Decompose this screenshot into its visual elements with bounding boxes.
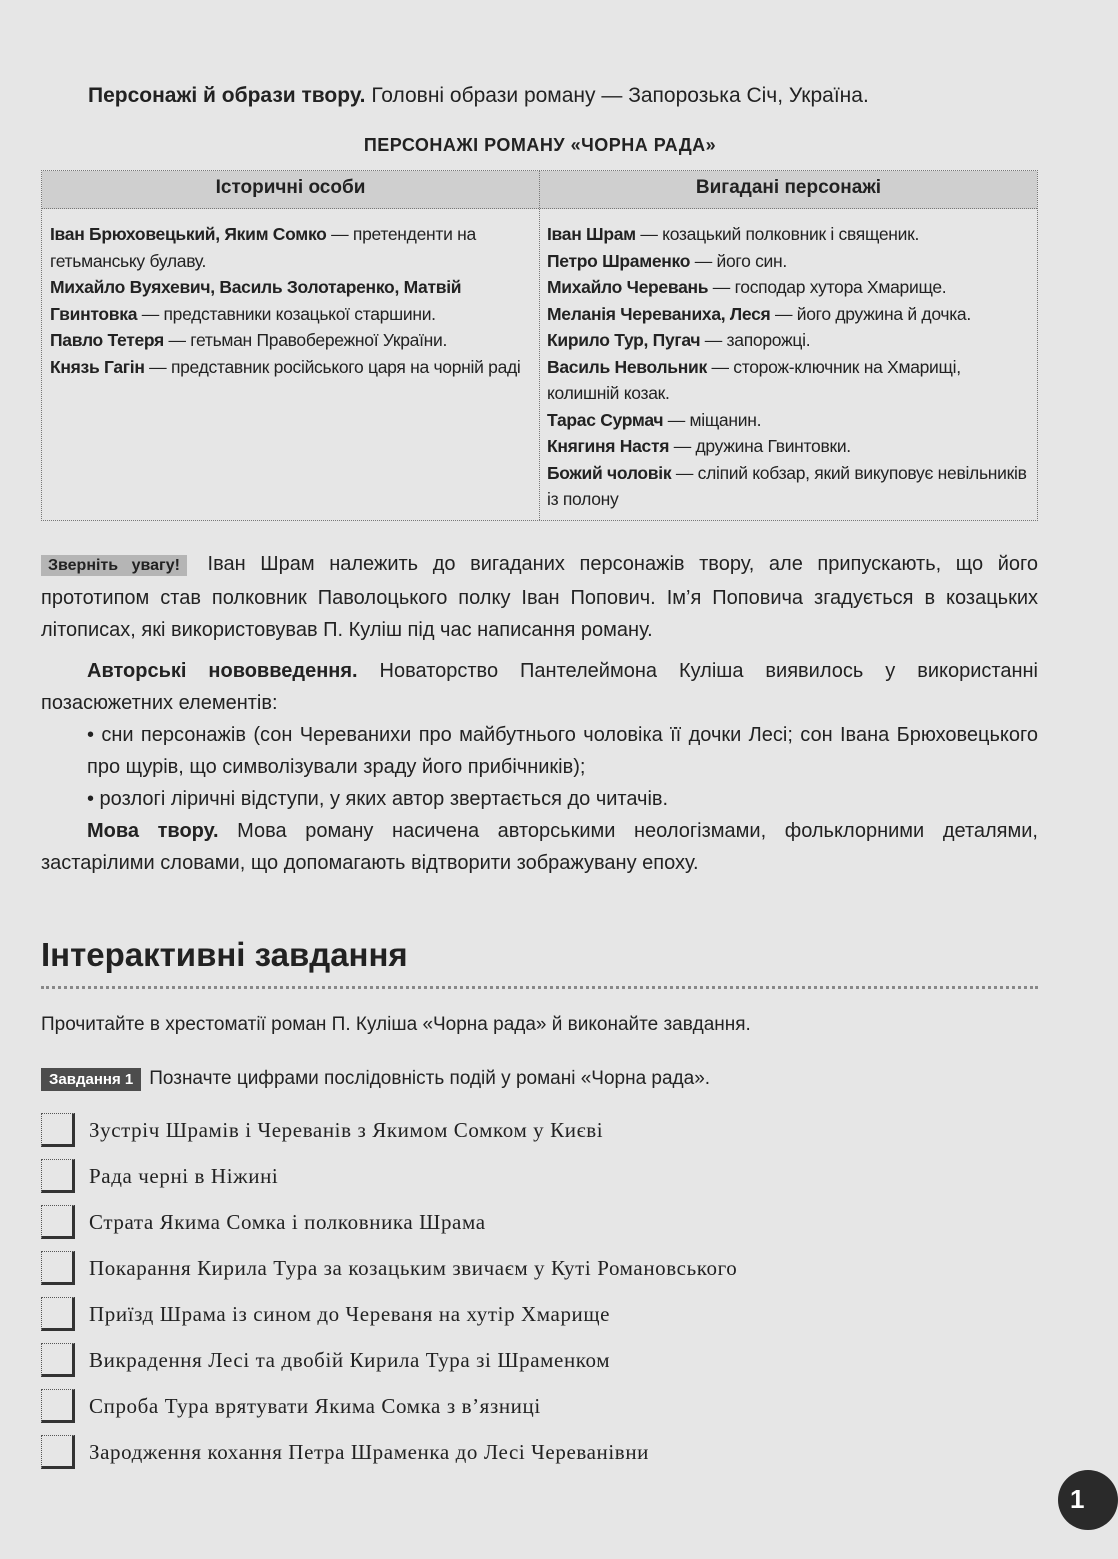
order-input-box[interactable] (41, 1435, 75, 1469)
section-title: Інтерактивні завдання (41, 936, 408, 973)
table-entry (547, 221, 1031, 248)
attention-badge: Зверніть увагу! (41, 555, 187, 576)
order-input-box[interactable] (41, 1389, 75, 1423)
language-paragraph (41, 815, 1038, 879)
character-name: Павло Тетеря (50, 330, 164, 350)
table-entry (547, 327, 1031, 354)
sequence-item-text: Покарання Кирила Тура за козацьким звичаєм у Куті Романовського (89, 1256, 738, 1280)
order-input-box[interactable] (41, 1297, 75, 1331)
page-number: 1 (1070, 1484, 1085, 1514)
table-title: ПЕРСОНАЖІ РОМАНУ «ЧОРНА РАДА» (363, 135, 717, 155)
character-name: Михайло Черевань (547, 277, 709, 297)
character-desc: — представник російського царя на чорній раді (144, 356, 521, 377)
table-entry (547, 354, 1031, 407)
character-desc: — сліпий кобзар, який викуповує невільників із полону (547, 462, 1027, 509)
table-entry (50, 274, 534, 327)
order-input-box[interactable] (41, 1113, 75, 1147)
sequence-item-text: Спроба Тура врятувати Якима Сомка з в’язниці (89, 1394, 541, 1418)
character-name: Михайло Вуяхевич, Василь Золотаренко, Матвій Гвинтовка (50, 277, 462, 324)
sequence-item-text: Приїзд Шрама із сином до Череваня на хутір Хмарище (89, 1302, 611, 1326)
innovations-label: Авторські нововведення. (87, 660, 358, 682)
task-1-text: Позначте цифрами послідовність подій у романі «Чорна рада». (149, 1068, 711, 1089)
section-divider (41, 986, 1038, 989)
character-name: Іван Брюховецький, Яким Сомко (50, 224, 327, 244)
character-desc: — його син. (690, 250, 787, 271)
sequence-item-text: Рада черні в Ніжині (89, 1164, 279, 1188)
table-entry (547, 460, 1031, 513)
character-name: Іван Шрам (547, 224, 636, 244)
character-desc: — міщанин. (663, 409, 762, 430)
task-1-badge: Завдання 1 (41, 1068, 141, 1091)
section-instruction: Прочитайте в хрестоматії роман П. Куліша «Чорна рада» й виконайте завдання. (41, 1014, 751, 1035)
sequence-item-text: Викрадення Лесі та двобій Кирила Тура зі Шраменком (89, 1348, 611, 1372)
order-input-box[interactable] (41, 1205, 75, 1239)
characters-table (41, 170, 1038, 521)
character-name: Меланія Череваниха, Леся (547, 303, 771, 324)
innovations-bullet: • розлогі ліричні відступи, у яких автор звертається до читачів. (87, 788, 669, 810)
table-entry (547, 274, 1031, 301)
table-entry (50, 354, 534, 381)
character-name: Божий чоловік (547, 462, 672, 483)
innovations-text: Новаторство Пантелеймона Куліша виявилось у використанні позасюжетних елементів: (41, 660, 1038, 714)
table-entry (547, 407, 1031, 434)
header-fictional: Вигадані персонажі (695, 177, 882, 198)
character-name: Тарас Сурмач (547, 409, 664, 430)
character-desc: — козацький полковник і священик. (635, 224, 920, 244)
intro-label: Персонажі й образи твору. (88, 84, 366, 107)
language-label: Мова твору. (87, 820, 219, 842)
table-entry (547, 433, 1031, 460)
innovations-bullet: • сни персонажів (сон Череванихи про майбутнього чоловіка її дочки Лесі; сон Івана Брюховецького про щурів, що символізували зраду його прибічників); (87, 724, 1038, 778)
order-input-box[interactable] (41, 1251, 75, 1285)
innovations-block (41, 655, 1038, 879)
sequence-item-text: Зародження кохання Петра Шраменка до Лесі Череванівни (89, 1440, 649, 1464)
attention-text: Іван Шрам належить до вигаданих персонажів твору, але припускають, що його прототипом став полковник Паволоцького полку Іван Попович. Ім’я Поповича згадується в козацьких літописах, які використовував П. Куліш під час написання роману. (41, 553, 1039, 641)
sequence-item-text: Страта Якима Сомка і полковника Шрама (89, 1210, 486, 1234)
fictional-column (547, 221, 1031, 513)
intro-paragraph (88, 84, 869, 108)
character-desc: — дружина Гвинтовки. (669, 436, 851, 456)
character-desc: — сторож-ключник на Хмарищі, колишній козак. (547, 356, 961, 403)
order-input-box[interactable] (41, 1343, 75, 1377)
sequence-item-text: Зустріч Шрамів і Череванів з Якимом Сомком у Києві (89, 1118, 604, 1142)
character-desc: — гетьман Правобережної України. (163, 330, 448, 350)
task-1-heading (41, 1068, 710, 1090)
character-name: Княгиня Настя (547, 436, 670, 456)
table-entry (547, 248, 1031, 275)
character-name: Петро Шраменко (547, 250, 691, 271)
intro-text: Головні образи роману — Запорозька Січ, Україна. (365, 84, 869, 107)
header-historical: Історичні особи (215, 177, 366, 198)
character-desc: — господар хутора Хмарище. (708, 277, 947, 297)
attention-block (41, 548, 1038, 646)
language-text: Мова роману насичена авторськими неологізмами, фольклорними деталями, застарілими словами, що допомагають відтворити зображувану епоху. (41, 820, 1038, 874)
table-entry (50, 327, 534, 354)
character-desc: — запорожці. (700, 330, 811, 350)
character-name: Князь Гагін (50, 356, 145, 377)
innovations-paragraph (41, 655, 1038, 719)
page-number-tab (1058, 1470, 1118, 1530)
table-entry (547, 301, 1031, 328)
historical-column (50, 221, 534, 380)
character-desc: — його дружина й дочка. (770, 303, 971, 324)
column-divider (539, 171, 540, 520)
character-desc: — представники козацької старшини. (137, 303, 436, 324)
attention-paragraph (41, 548, 1038, 646)
table-entry (50, 221, 534, 274)
order-input-box[interactable] (41, 1159, 75, 1193)
character-name: Василь Невольник (547, 356, 707, 377)
character-desc: — претенденти на гетьманську булаву. (50, 224, 476, 271)
character-name: Кирило Тур, Пугач (547, 330, 701, 350)
